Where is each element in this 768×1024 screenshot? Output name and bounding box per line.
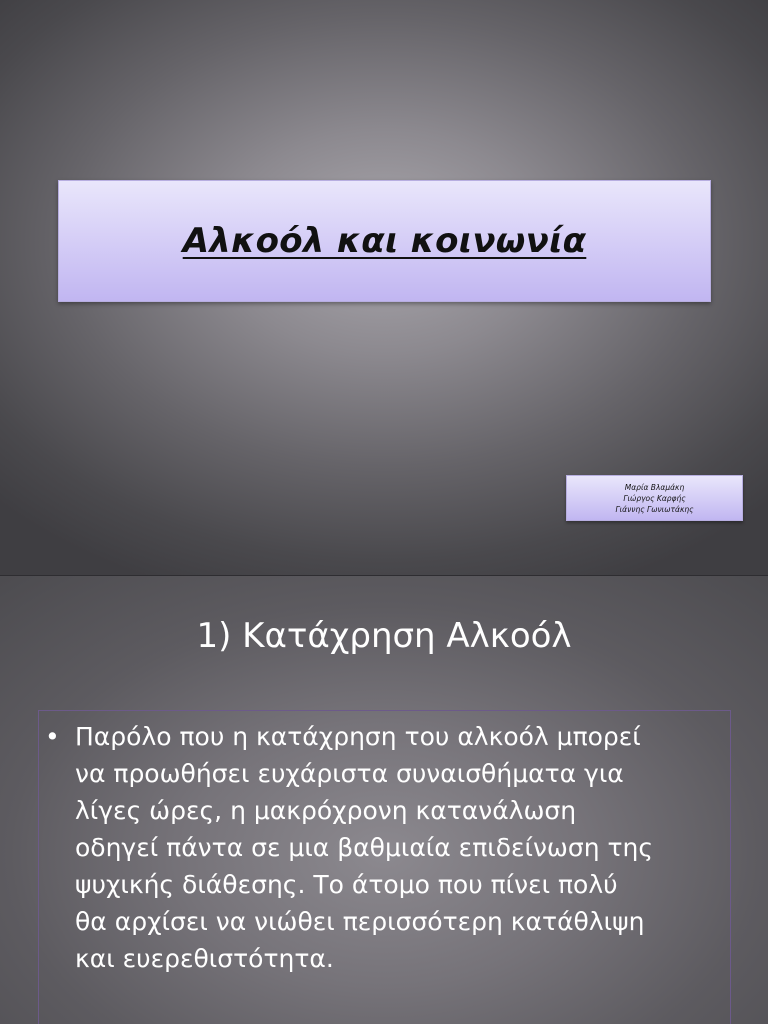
- content-slide: [0, 576, 768, 1024]
- bullet-line: και ευερεθιστότητα.: [75, 944, 334, 973]
- bullet-line: ψυχικής διάθεσης. Το άτομο που πίνει πολύ: [75, 870, 618, 899]
- content-box: [38, 710, 731, 1024]
- bullet-line: οδηγεί πάντα σε μια βαθμιαία επιδείνωση της: [75, 833, 654, 862]
- author-name: Γιάννης Γωνιωτάκης: [615, 505, 694, 514]
- bullet-text: [75, 718, 725, 977]
- bullet-line: να προωθήσει ευχάριστα συναισθήματα για: [75, 759, 624, 788]
- bullet-line: Παρόλο που η κατάχρηση του αλκοόλ μπορεί: [75, 722, 641, 751]
- authors-box: [566, 475, 743, 521]
- bullet-line: θα αρχίσει να νιώθει περισσότερη κατάθλιψη: [75, 907, 645, 936]
- bullet-item: [45, 718, 725, 977]
- author-name: Γιώργος Καρφής: [623, 494, 686, 503]
- bullet-line: λίγες ώρες, η μακρόχρονη κατανάλωση: [75, 796, 577, 825]
- title-box: [58, 180, 711, 302]
- bullet-marker: •: [45, 722, 60, 751]
- slide-title: Αλκοόλ και κοινωνία: [182, 221, 587, 261]
- author-name: Μαρία Βλαμάκη: [624, 483, 685, 492]
- section-heading: 1) Κατάχρηση Αλκοόλ: [196, 616, 572, 656]
